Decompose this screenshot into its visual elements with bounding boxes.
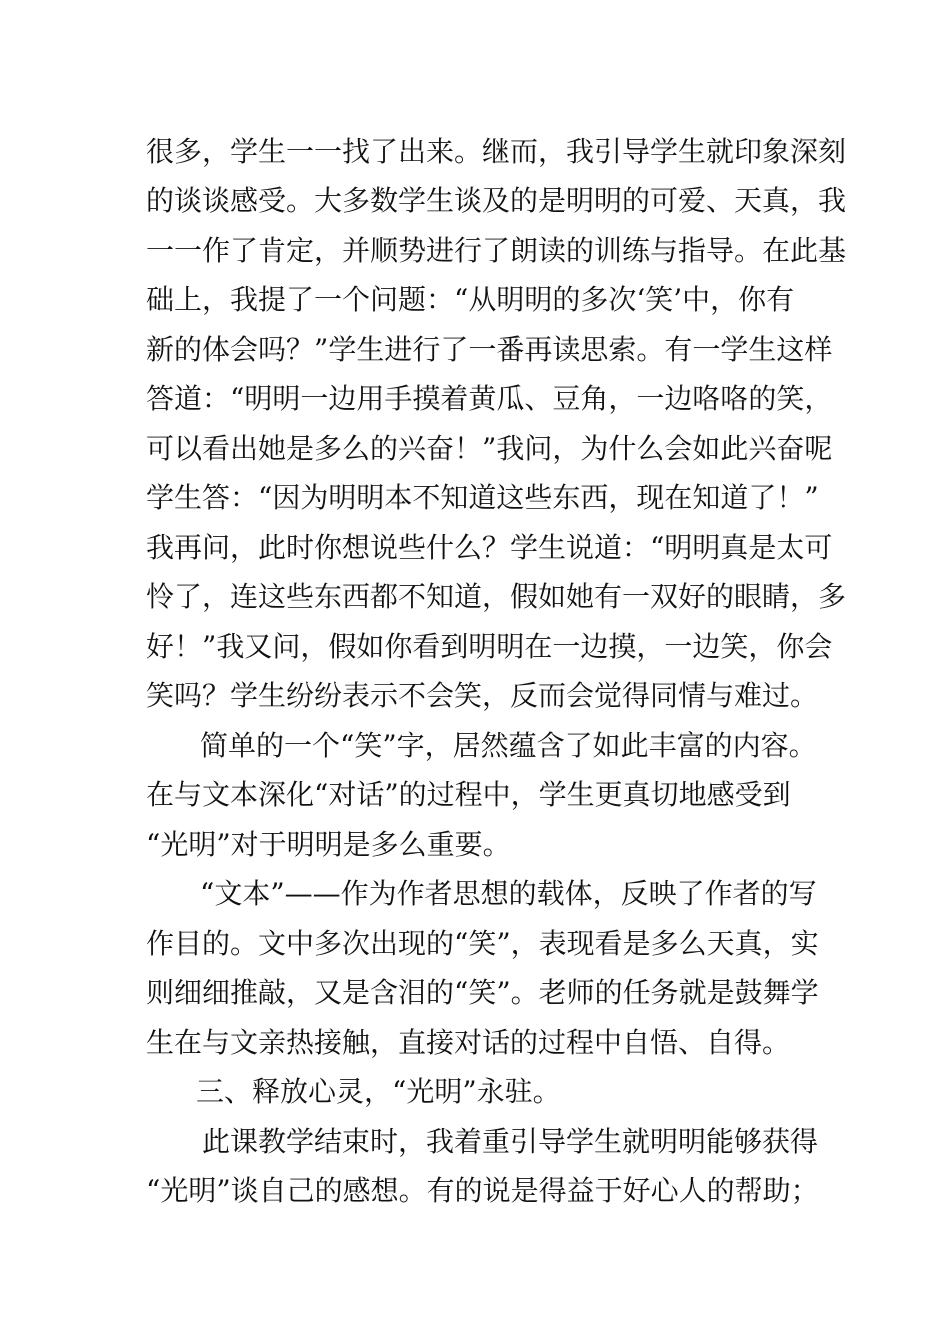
paragraph-4-line-2: “光明”谈自己的感想。有的说是得益于好心人的帮助； bbox=[146, 1174, 819, 1207]
text-line-9: 我再问，此时你想说些什么？学生说道：“明明真是太可 bbox=[146, 531, 833, 564]
paragraph-3-line-2: 作目的。文中多次出现的“笑”，表现看是多么天真，实 bbox=[146, 927, 819, 960]
text-line-2: 的谈谈感受。大多数学生谈及的是明明的可爱、天真，我 bbox=[146, 184, 847, 217]
paragraph-3-line-4: 生在与文亲热接触，直接对话的过程中自悟、自得。 bbox=[146, 1026, 791, 1059]
text-line-3: 一一作了肯定，并顺势进行了朗读的训练与指导。在此基 bbox=[146, 234, 847, 267]
paragraph-3-line-3: 则细细推敲，又是含泪的“笑”。老师的任务就是鼓舞学 bbox=[146, 976, 819, 1009]
text-line-6: 答道：“明明一边用手摸着黄瓜、豆角，一边咯咯的笑， bbox=[146, 382, 833, 415]
text-line-12: 笑吗？学生纷纷表示不会笑，反而会觉得同情与难过。 bbox=[146, 679, 819, 712]
text-line-7: 可以看出她是多么的兴奋！”我问，为什么会如此兴奋呢 bbox=[146, 432, 833, 465]
text-line-4: 础上，我提了一个问题：“从明明的多次‘笑’中，你有 bbox=[146, 283, 795, 316]
text-line-8: 学生答：“因为明明本不知道这些东西，现在知道了！” bbox=[146, 481, 819, 514]
text-line-1: 很多，学生一一找了出来。继而，我引导学生就印象深刻 bbox=[146, 135, 847, 168]
text-line-5: 新的体会吗？”学生进行了一番再读思索。有一学生这样 bbox=[146, 333, 833, 366]
paragraph-3-line-1: “文本”——作为作者思想的载体，反映了作者的写 bbox=[200, 877, 817, 910]
paragraph-2-line-2: 在与文本深化“对话”的过程中，学生更真切地感受到 bbox=[146, 778, 791, 811]
paragraph-2-line-1: 简单的一个“笑”字，居然蕴含了如此丰富的内容。 bbox=[200, 729, 817, 762]
text-line-11: 好！”我又问，假如你看到明明在一边摸，一边笑，你会 bbox=[146, 630, 833, 663]
section-heading: 三、释放心灵，“光明”永驻。 bbox=[196, 1075, 561, 1108]
text-line-10: 怜了，连这些东西都不知道，假如她有一双好的眼睛，多 bbox=[146, 580, 847, 613]
paragraph-2-line-3: “光明”对于明明是多么重要。 bbox=[146, 828, 511, 861]
paragraph-4-line-1: 此课教学结束时，我着重引导学生就明明能够获得 bbox=[202, 1125, 819, 1158]
